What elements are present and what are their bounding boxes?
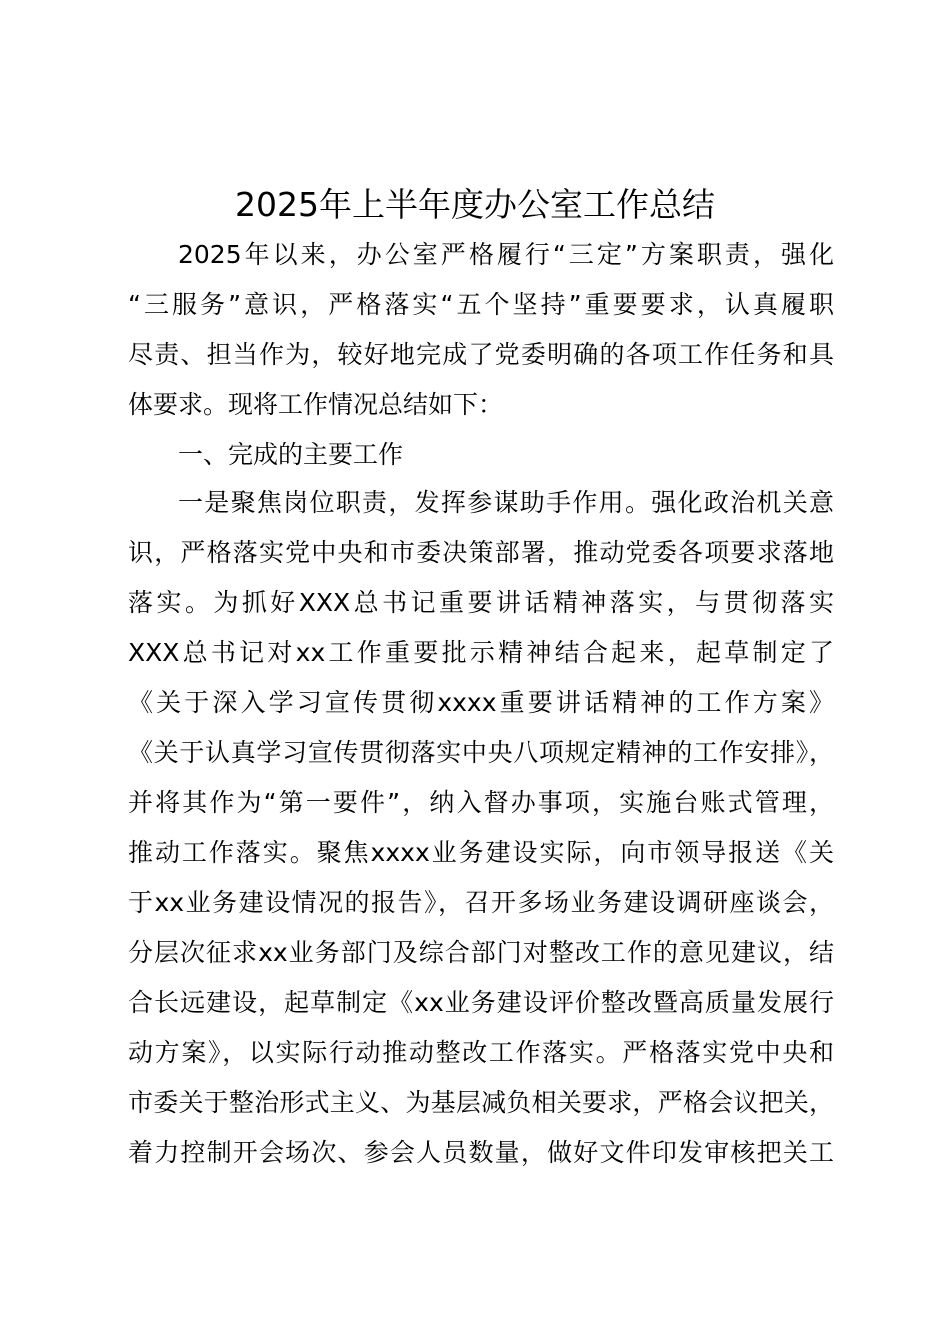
body-line-6: 《关于认真学习宣传贯彻落实中央八项规定精神的工作安排》， <box>128 738 834 767</box>
body-line-11: 合长远建设，起草制定《xx业务建设评价整改暨高质量发展行 <box>128 988 834 1017</box>
document-title: 2025年上半年度办公室工作总结 <box>235 185 715 224</box>
body-line-7: 并将其作为“第一要件”，纳入督办事项，实施台账式管理， <box>128 788 834 817</box>
section-heading: 一、完成的主要工作 <box>178 440 404 469</box>
body-line-2: 识，严格落实党中央和市委决策部署，推动党委各项要求落地 <box>128 538 834 567</box>
body-line-1: 一是聚焦岗位职责，发挥参谋助手作用。强化政治机关意 <box>178 488 834 517</box>
body-line-9: 于xx业务建设情况的报告》，召开多场业务建设调研座谈会， <box>128 888 834 917</box>
body-line-13: 市委关于整治形式主义、为基层减负相关要求，严格会议把关， <box>128 1088 834 1117</box>
body-line-10: 分层次征求xx业务部门及综合部门对整改工作的意见建议，结 <box>128 938 834 967</box>
intro-line-3: 尽责、担当作为，较好地完成了党委明确的各项工作任务和具 <box>128 340 834 369</box>
body-line-8: 推动工作落实。聚焦xxxx业务建设实际，向市领导报送《关 <box>128 838 834 867</box>
intro-line-4: 体要求。现将工作情况总结如下： <box>128 390 504 419</box>
body-line-14: 着力控制开会场次、参会人员数量，做好文件印发审核把关工 <box>128 1138 834 1167</box>
body-line-5: 《关于深入学习宣传贯彻xxxx重要讲话精神的工作方案》 <box>128 688 834 717</box>
body-line-3: 落实。为抓好XXX总书记重要讲话精神落实，与贯彻落实 <box>128 588 834 617</box>
body-line-12: 动方案》，以实际行动推动整改工作落实。严格落实党中央和 <box>128 1038 834 1067</box>
intro-line-2: “三服务”意识，严格落实“五个坚持”重要要求，认真履职 <box>128 290 834 319</box>
body-line-4: XXX总书记对xx工作重要批示精神结合起来，起草制定了 <box>128 638 834 667</box>
intro-line-1: 2025年以来，办公室严格履行“三定”方案职责，强化 <box>178 240 834 269</box>
